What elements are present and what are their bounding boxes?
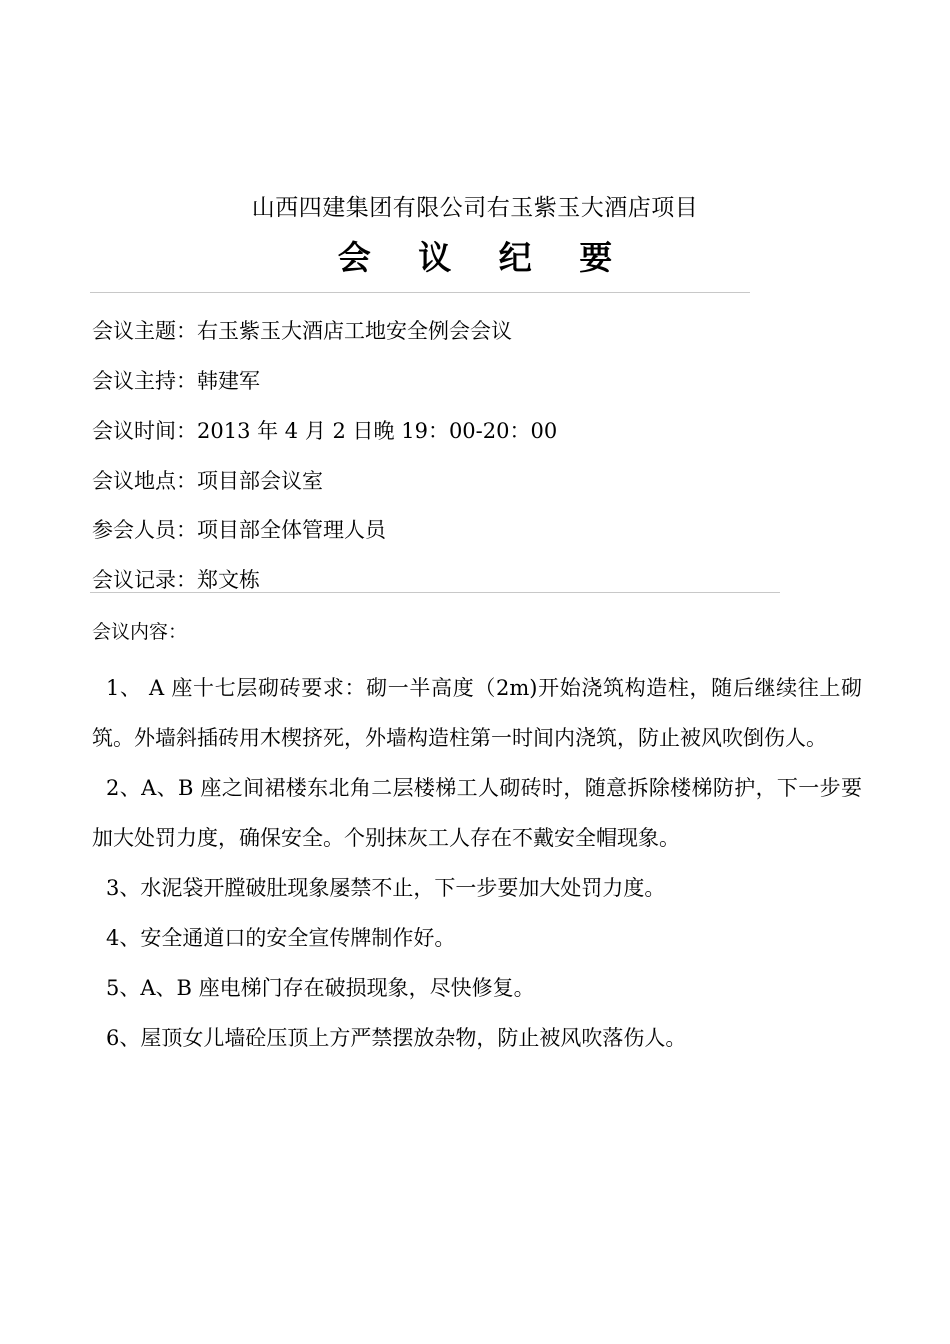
- document-title: 会 议 纪 要: [337, 238, 631, 277]
- info-location-value: 项目部会议室: [197, 469, 323, 493]
- title-divider: [90, 292, 750, 293]
- info-attendees-value: 项目部全体管理人员: [197, 518, 386, 542]
- info-recorder-label: 会议记录：: [92, 568, 197, 592]
- info-topic-value: 右玉紫玉大酒店工地安全例会会议: [197, 319, 512, 343]
- info-recorder: [92, 565, 260, 595]
- info-time-label: 会议时间：: [92, 419, 197, 443]
- organization-project-title: 山西四建集团有限公司右玉紫玉大酒店项目: [251, 195, 699, 221]
- info-divider: [90, 592, 780, 593]
- content-items: [92, 663, 862, 1063]
- info-attendees-label: 参会人员：: [92, 518, 197, 542]
- content-item: 6、屋顶女儿墙砼压顶上方严禁摆放杂物，防止被风吹落伤人。: [106, 1026, 687, 1050]
- content-item: 3、水泥袋开膛破肚现象屡禁不止，下一步要加大处罚力度。: [106, 876, 666, 900]
- info-topic-label: 会议主题：: [92, 319, 197, 343]
- info-host-label: 会议主持：: [92, 369, 197, 393]
- info-host: [92, 366, 260, 396]
- info-topic: [92, 316, 512, 346]
- content-heading: 会议内容：: [92, 621, 188, 643]
- info-recorder-value: 郑文栋: [197, 568, 260, 592]
- info-location: [92, 466, 323, 496]
- info-time-value: 2013 年 4 月 2 日晚 19：00-20：00: [197, 419, 558, 443]
- info-attendees: [92, 515, 386, 545]
- info-host-value: 韩建军: [197, 369, 260, 393]
- info-time: [92, 416, 557, 446]
- content-item: 2、A、B 座之间裙楼东北角二层楼梯工人砌砖时，随意拆除楼梯防护，下一步要加大处罚力度，确保安全。个别抹灰工人存在不戴安全帽现象。: [92, 776, 862, 850]
- content-item: 5、A、B 座电梯门存在破损现象，尽快修复。: [106, 976, 535, 1000]
- content-item: 4、安全通道口的安全宣传牌制作好。: [106, 926, 456, 950]
- content-item: 1、 A 座十七层砌砖要求：砌一半高度（2m)开始浇筑构造柱，随后继续往上砌筑。外墙斜插砖用木楔挤死，外墙构造柱第一时间内浇筑，防止被风吹倒伤人。: [92, 676, 862, 750]
- info-location-label: 会议地点：: [92, 469, 197, 493]
